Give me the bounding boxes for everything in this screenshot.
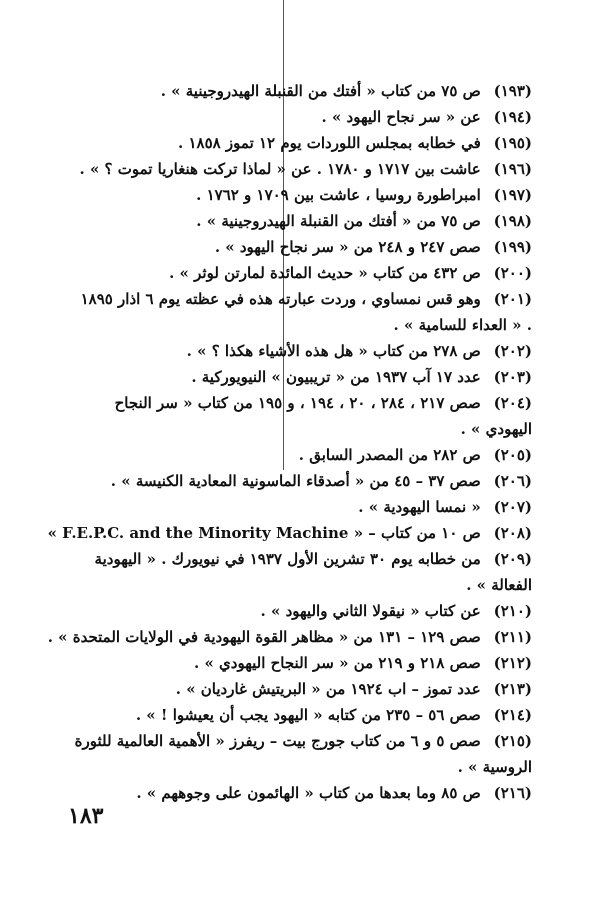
footnote-number: (٢٠٥) xyxy=(493,446,532,464)
footnote-210 xyxy=(72,598,532,624)
footnote-text: عاشت بين ١٧١٧ و ١٧٨٠ . عن « لماذا تركت هنغاريا تموت ؟ » . xyxy=(79,160,481,178)
footnote-number: (٢٠٢) xyxy=(493,342,532,360)
footnote-203 xyxy=(72,364,532,390)
footnote-text: ص ١٠ من كتاب – « F.E.P.C. and the Minority Machine » xyxy=(47,524,481,542)
footnote-text: وهو قس نمساوي ، وردت عبارته هذه في عظته يوم ٦ اذار ١٨٩٥ . « العداء للسامية » . xyxy=(80,290,532,334)
footnote-number: (٢١٣) xyxy=(493,680,532,698)
footnote-number: (٢٠٣) xyxy=(493,368,532,386)
footnote-214 xyxy=(72,702,532,728)
footnote-200 xyxy=(72,260,532,286)
footnote-text: ص ٢٧٨ من كتاب « هل هذه الأشياء هكذا ؟ » . xyxy=(186,342,481,360)
footnote-number: (١٩٧) xyxy=(493,186,532,204)
footnote-number: (٢١٥) xyxy=(493,732,532,750)
footnote-207 xyxy=(72,494,532,520)
footnote-number: (١٩٦) xyxy=(493,160,532,178)
footnote-text: عدد ١٧ آب ١٩٣٧ من « تريبيون » النيويوركية . xyxy=(191,368,481,386)
footnote-number: (٢١١) xyxy=(493,628,532,646)
footnote-text: صص ٣٧ – ٤٥ من « أصدقاء الماسونية المعادية الكنيسة » . xyxy=(110,472,481,490)
footnote-216 xyxy=(72,780,532,806)
footnote-text: صص ٢١٨ و ٢١٩ من « سر النجاح اليهودي » . xyxy=(194,654,481,672)
footnote-211 xyxy=(47,624,532,650)
footnote-text: ص ٧٥ من « أفتك من القنبلة الهيدروجينية » . xyxy=(196,212,481,230)
footnote-text: عن « سر نجاح اليهود » . xyxy=(321,108,481,126)
footnote-number: (٢١٠) xyxy=(493,602,532,620)
footnote-number: (١٩٨) xyxy=(493,212,532,230)
footnote-number: (١٩٥) xyxy=(493,134,532,152)
footnote-text: امبراطورة روسيا ، عاشت بين ١٧٠٩ و ١٧٦٢ . xyxy=(196,186,481,204)
footnote-number: (٢١٤) xyxy=(493,706,532,724)
footnote-206 xyxy=(72,468,532,494)
footnote-205 xyxy=(72,442,532,468)
footnote-number: (١٩٣) xyxy=(493,82,532,100)
footnote-208 xyxy=(47,520,532,546)
footnote-number: (٢١٦) xyxy=(493,784,532,802)
footnote-198 xyxy=(72,208,532,234)
footnote-202 xyxy=(72,338,532,364)
footnote-199 xyxy=(72,234,532,260)
footnote-number: (٢٠٨) xyxy=(493,524,532,542)
footnotes-list xyxy=(47,78,532,806)
footnote-text: ص ٤٣٢ من كتاب « حديث المائدة لمارتن لوثر » . xyxy=(169,264,481,282)
footnote-text: ص ٨٥ وما بعدها من كتاب « الهائمون على وجوههم » . xyxy=(136,784,481,802)
footnote-number: (٢٠٠) xyxy=(493,264,532,282)
footnote-text: من خطابه يوم ٣٠ تشرين الأول ١٩٣٧ في نيويورك . « اليهودية الفعالة » . xyxy=(94,550,532,594)
footnote-196 xyxy=(72,156,532,182)
footnote-text: صص ٢٤٧ و ٢٤٨ من « سر نجاح اليهود » . xyxy=(214,238,481,256)
footnote-number: (١٩٤) xyxy=(493,108,532,126)
footnote-text: صص ٥٦ – ٢٣٥ من كتابه « اليهود يجب أن يعيشوا ! » . xyxy=(135,706,481,724)
footnote-213 xyxy=(72,676,532,702)
footnote-209 xyxy=(72,546,532,598)
footnote-text: « نمسا اليهودية » . xyxy=(358,498,481,516)
footnote-212 xyxy=(72,650,532,676)
footnote-204 xyxy=(72,390,532,442)
footnote-text: صص ٥ و ٦ من كتاب جورج بيت – ريفرز « الأهمية العالمية للثورة الروسية » . xyxy=(74,732,532,776)
footnote-number: (٢٠٧) xyxy=(493,498,532,516)
page-number: ١٨٣ xyxy=(68,803,104,829)
footnote-number: (٢١٢) xyxy=(493,654,532,672)
footnote-text: ص ٢٨٢ من المصدر السابق . xyxy=(298,446,481,464)
footnote-number: (٢٠٩) xyxy=(493,550,532,568)
footnote-text: عدد تموز – اب ١٩٢٤ من « البريتيش غارديان » . xyxy=(175,680,481,698)
footnote-193 xyxy=(72,78,532,104)
footnote-195 xyxy=(72,130,532,156)
footnote-text: صص ١٢٩ – ١٣١ من « مظاهر القوة اليهودية في الولايات المتحدة » . xyxy=(47,628,481,646)
footnote-215 xyxy=(72,728,532,780)
footnote-number: (١٩٩) xyxy=(493,238,532,256)
footnote-text: صص ٢١٧ ، ٢٨٤ ، ٢٠ ، ١٩٤ ، و ١٩٥ من كتاب « سر النجاح اليهودي » . xyxy=(114,394,532,438)
footnote-text: ص ٧٥ من كتاب « أفتك من القنبلة الهيدروجينية » . xyxy=(160,82,481,100)
footnote-197 xyxy=(72,182,532,208)
footnote-194 xyxy=(72,104,532,130)
footnote-text: عن كتاب « نيقولا الثاني واليهود » . xyxy=(260,602,481,620)
footnote-number: (٢٠٦) xyxy=(493,472,532,490)
footnote-number: (٢٠٤) xyxy=(493,394,532,412)
footnote-201 xyxy=(72,286,532,338)
footnote-number: (٢٠١) xyxy=(493,290,532,308)
footnote-text: في خطابه بمجلس اللوردات يوم ١٢ تموز ١٨٥٨ . xyxy=(178,134,481,152)
